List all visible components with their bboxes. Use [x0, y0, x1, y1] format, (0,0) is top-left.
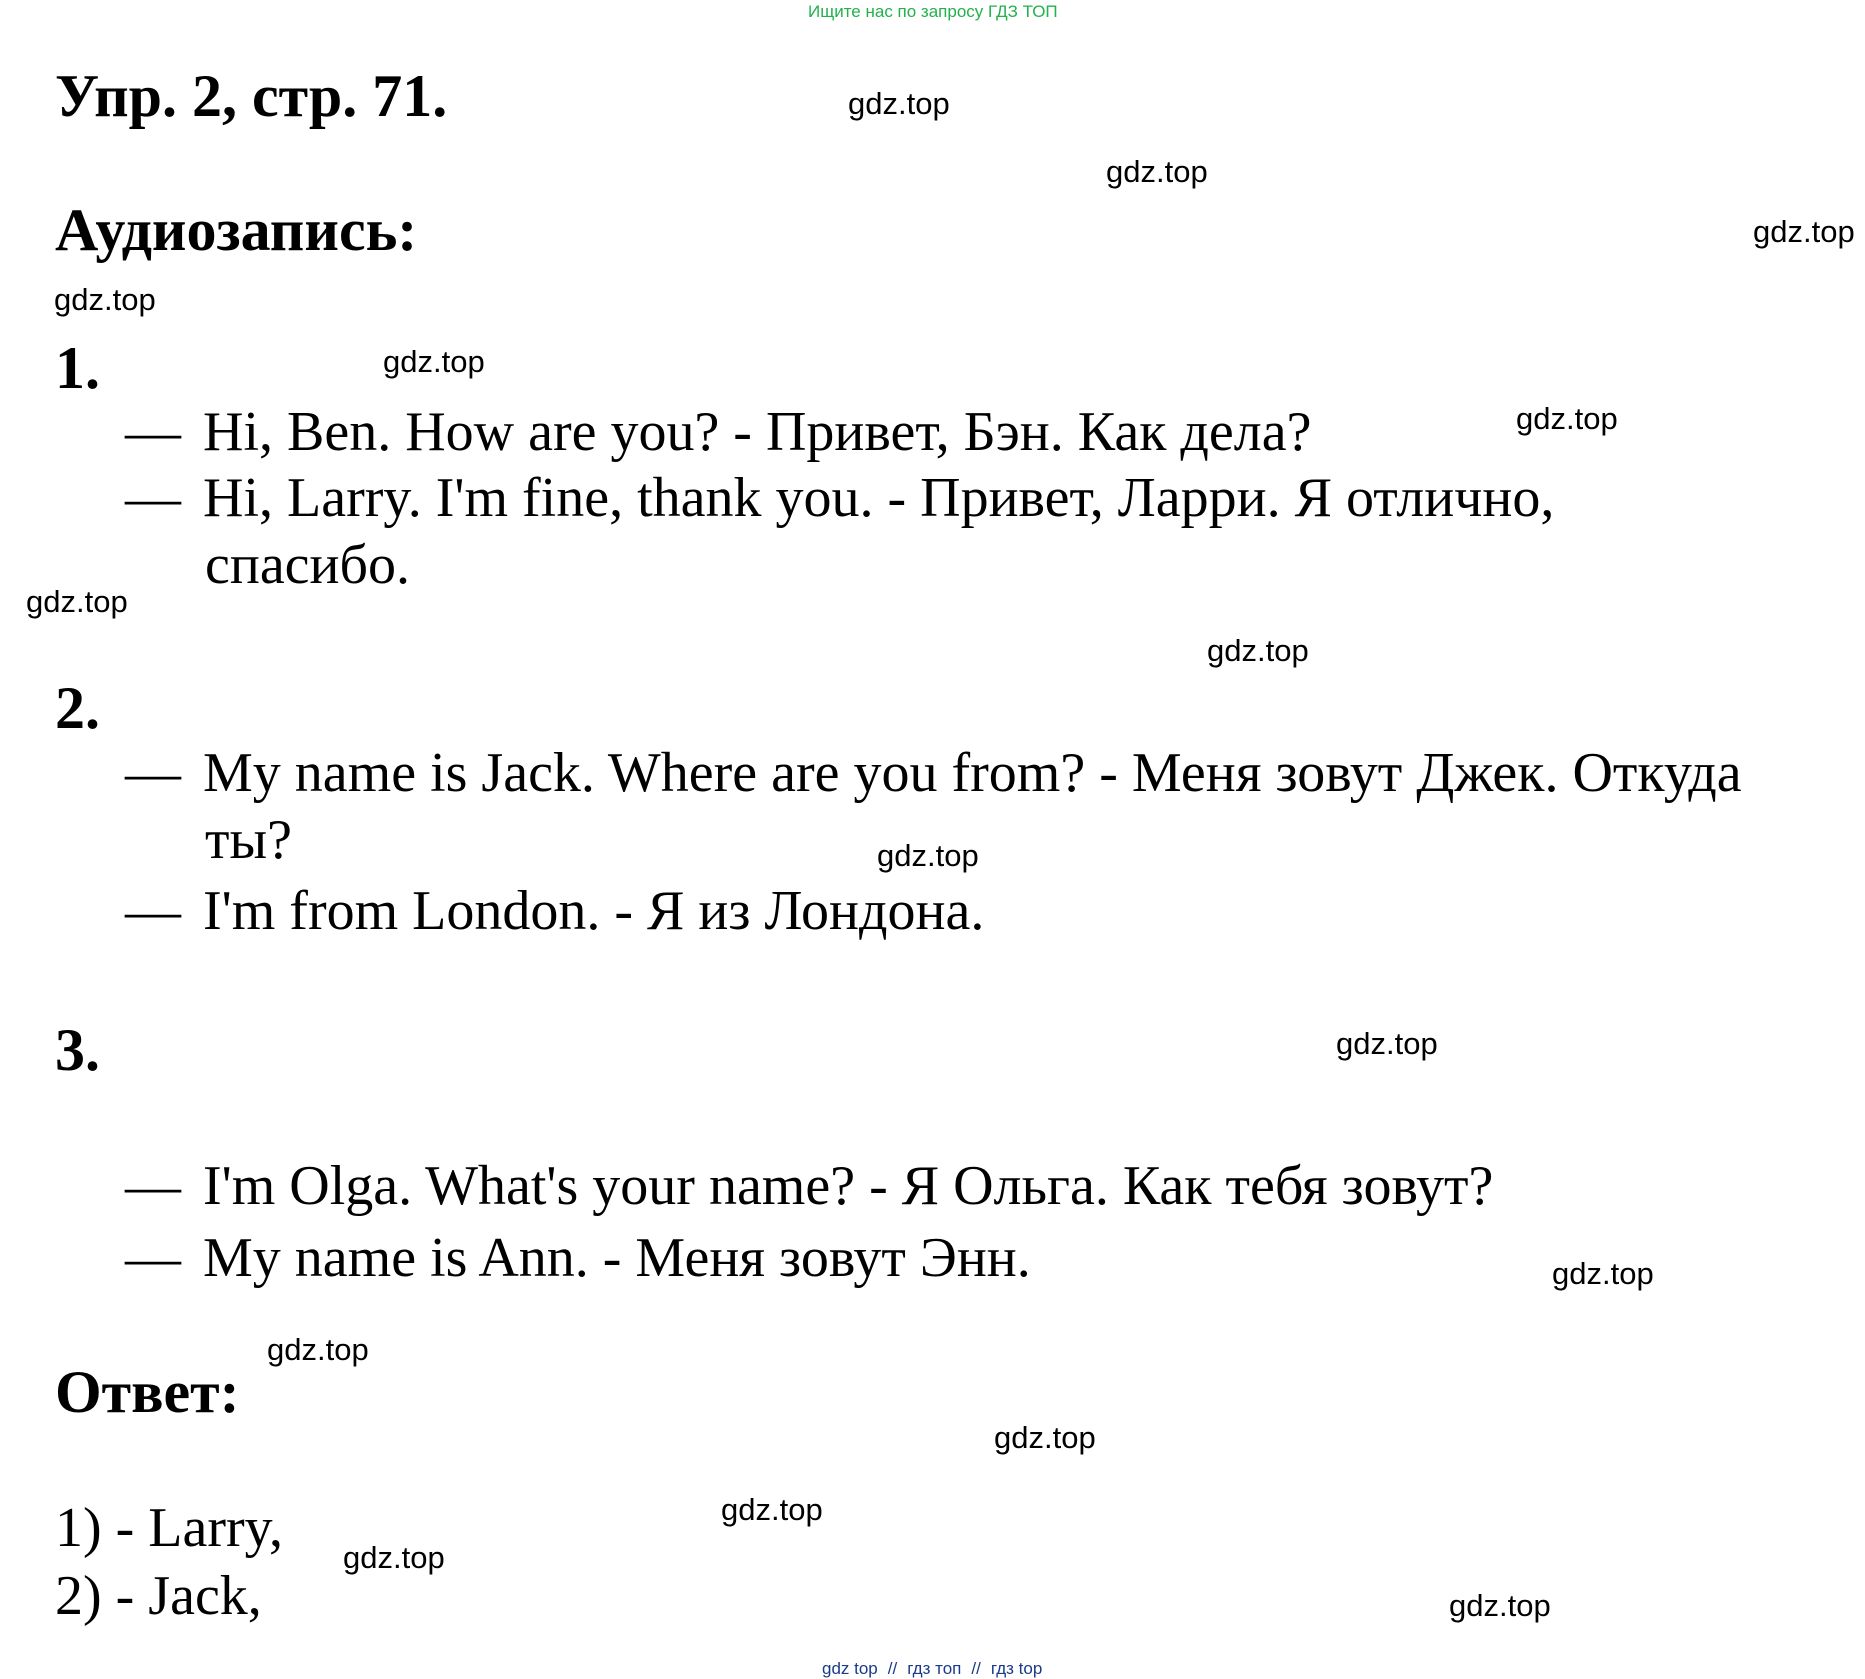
- dialog-number: 3.: [55, 1017, 100, 1083]
- watermark: gdz.top: [1552, 1256, 1654, 1291]
- footer-separator: //: [971, 1659, 981, 1678]
- watermark: gdz.top: [994, 1420, 1096, 1455]
- dialog-line-text: My name is Jack. Where are you from? - Меня зовут Джек. Откуда: [203, 742, 1742, 804]
- watermark: gdz.top: [1106, 154, 1208, 189]
- dash: —: [125, 1155, 181, 1217]
- top-banner: Ищите нас по запросу ГДЗ ТОП: [808, 2, 1058, 21]
- watermark: gdz.top: [343, 1540, 445, 1575]
- dash: —: [125, 880, 181, 942]
- answer-item: 2) - Jack,: [55, 1565, 262, 1627]
- dialog-line-continuation: спасибо.: [205, 534, 410, 596]
- dialog-line: [125, 466, 1554, 530]
- watermark: gdz.top: [1207, 633, 1309, 668]
- dialog-line: [125, 741, 1742, 805]
- dialog-line-text: Hi, Ben. How are you? - Привет, Бэн. Как дела?: [203, 401, 1312, 463]
- watermark: gdz.top: [54, 282, 156, 317]
- watermark: gdz.top: [267, 1332, 369, 1367]
- watermark: gdz.top: [1336, 1026, 1438, 1061]
- watermark: gdz.top: [877, 838, 979, 873]
- watermark: gdz.top: [848, 86, 950, 121]
- audio-heading: Аудиозапись:: [55, 197, 418, 263]
- dialog-line: [125, 400, 1311, 464]
- dash: —: [125, 742, 181, 804]
- watermark: gdz.top: [721, 1492, 823, 1527]
- dialog-line-text: Hi, Larry. I'm fine, thank you. - Привет, Ларри. Я отлично,: [203, 467, 1555, 529]
- watermark: gdz.top: [1449, 1588, 1551, 1623]
- dialog-number: 1.: [55, 335, 100, 401]
- dash: —: [125, 467, 181, 529]
- dialog-line-text: My name is Ann. - Меня зовут Энн.: [203, 1227, 1031, 1289]
- watermark: gdz.top: [1516, 401, 1618, 436]
- footer: [822, 1659, 1042, 1679]
- exercise-title: Упр. 2, стр. 71.: [55, 63, 448, 129]
- dialog-line-text: I'm Olga. What's your name? - Я Ольга. Как тебя зовут?: [203, 1155, 1494, 1217]
- watermark: gdz.top: [26, 584, 128, 619]
- dialog-line: [125, 1154, 1493, 1218]
- dialog-line-continuation: ты?: [205, 809, 292, 871]
- dash: —: [125, 1227, 181, 1289]
- watermark: gdz.top: [1753, 214, 1855, 249]
- footer-item: гдз топ: [907, 1659, 962, 1678]
- dialog-number: 2.: [55, 675, 100, 741]
- answer-heading: Ответ:: [55, 1359, 240, 1425]
- watermark: gdz.top: [383, 344, 485, 379]
- dialog-line-text: I'm from London. - Я из Лондона.: [203, 880, 985, 942]
- footer-separator: //: [887, 1659, 898, 1678]
- footer-item: гдз top: [990, 1659, 1043, 1678]
- dialog-line: [125, 1226, 1031, 1290]
- answer-item: 1) - Larry,: [55, 1497, 284, 1559]
- dash: —: [125, 401, 181, 463]
- footer-item: gdz top: [822, 1659, 878, 1678]
- dialog-line: [125, 879, 984, 943]
